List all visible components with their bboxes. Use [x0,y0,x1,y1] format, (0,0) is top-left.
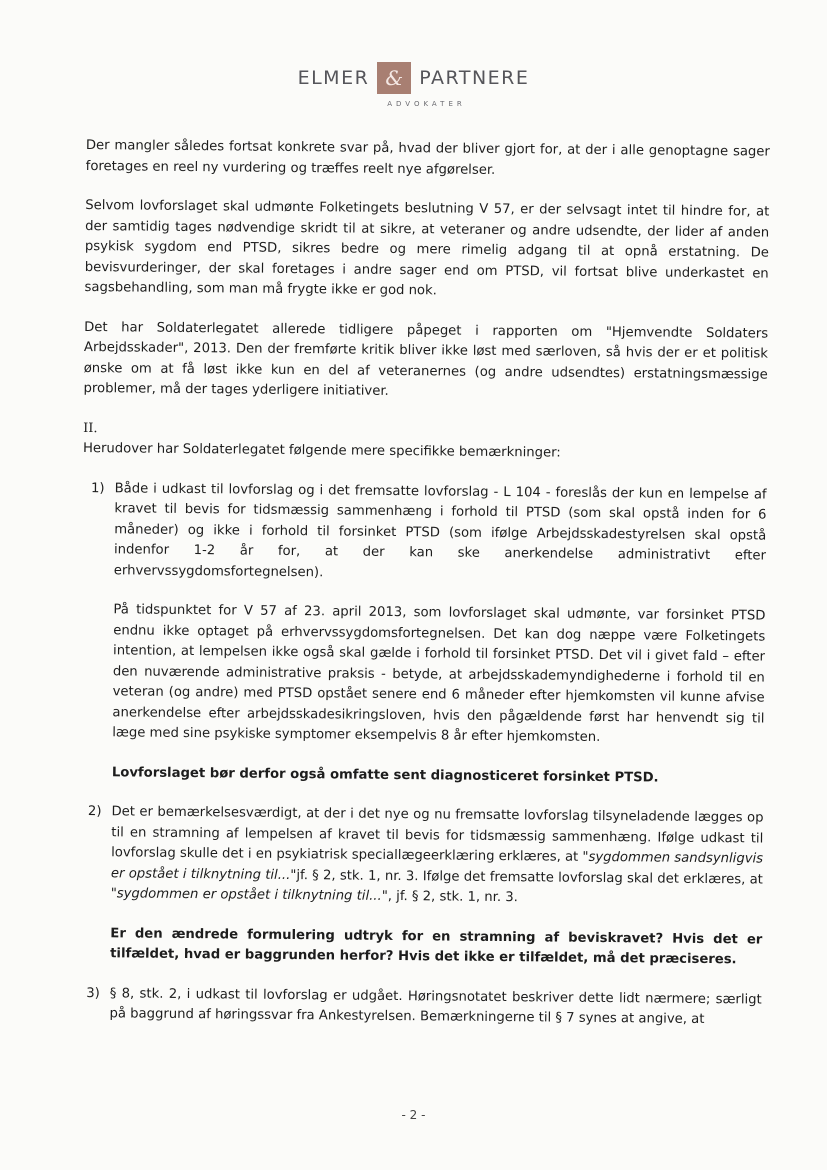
item-2-questions: Er den ændrede formulering udtryk for en stramning af beviskravet? Hvis det er tilfældet, hvad er baggrunden herfor? Hvis det ikke er tilfældet, må det præciseres. [110,925,763,968]
paragraph-2: Selvom lovforslaget skal udmønte Folketingets beslutning V 57, er der selvsagt intet til hindre for, at der samtidig tages nødvendige skridt til at sikre, at veteraner og andre udsendte, der lider af anden psykisk sygdom end PTSD, sikres bedre og mere rimelig adgang til at opnå erstatning. De bevisvurderinger, der skal foretages i andre sager end om PTSD, vil fortsat blive underkastet en sagsbehandling, som man må frygte ikke er god nok. [84,197,770,299]
letter-body [77,136,769,1031]
item-2-quote-2: "sygdommen er opstået i tilknytning til..." [110,886,388,904]
item-2-text-a2: jf. § 2, stk. 1, nr. 3. Ifølge det fremsatte lovforslag skal det erklæres, at [296,867,763,888]
item-1-conclusion: Lovforslaget bør derfor også omfatte sent diagnosticeret forsinket PTSD. [111,764,659,786]
list-item [78,802,764,971]
list-item-number: 2) [87,804,102,820]
item-1-paragraph-b: På tidspunktet for V 57 af 23. april 2013, som lovforslaget skal udmønte, var forsinket PTSD endnu ikke optaget på erhvervssygdomsfortegnelsen. Det kan dog næppe være Folketingets intention, at lempelsen ikke også skal gælde i forhold til forsinket PTSD. Det vil i givet fald – efter den nuværende administrative praksis - betyde, at arbejdsskademyndighederne i forhold til en veteran (og andre) med PTSD opstået senere end 6 måneder efter hjemkomsten vil kunne afvise anerkendelse efter arbejdsskadesikringsloven, hvis den pågældende først har henvendt sig til læge med sine psykiske symptomer eksempelvis 8 år efter hjemkomsten. [112,602,766,745]
list-item-number: 3) [86,985,100,1001]
section-intro: Herudover har Soldaterlegatet følgende mere specifikke bemærkninger: [82,440,561,461]
paragraph-1: Der mangler således fortsat konkrete svar på, hvad der bliver gjort for, at der i alle genoptagne sager foretages en reel ny vurdering og træffes reelt nye afgørelser. [85,137,770,178]
item-3-paragraph: § 8, stk. 2, i udkast til lovforslag er udgået. Høringsnotatet beskriver dette lidt nærmere; særligt på baggrund af høringssvar fra Ankestyrelsen. Bemærkningerne til § 7 synes at angive, at [109,985,762,1027]
item-2-paragraph [111,802,764,911]
logo-word-elmer: ELMER [297,67,370,89]
page-number: - 2 - [401,1108,426,1122]
item-2-quote-1: "sygdommen sandsynligvis er opstået i tilknytning til..." [110,849,764,883]
item-2-text-a3: , jf. § 2, stk. 1, nr. 3. [387,888,518,906]
list-item-number: 1) [91,480,105,496]
logo-subtitle: ADVOKATER [387,100,466,108]
logo-ampersand-box: & [377,62,411,94]
letterhead [0,62,827,108]
paragraph-3: Det har Soldaterlegatet allerede tidligere påpeget i rapporten om "Hjemvendte Soldaters Arbejdsskader", 2013. Den der fremførte kritik bliver ikke løst med særloven, så hvis der er et politisk ønske om at få løst ikke kun en del af veteranernes (og andre udsendtes) erstatningsmæssige problemer, må der tages yderligere initiativer. [83,319,769,399]
list-item [77,983,761,1031]
list-item [80,478,767,789]
logo [0,62,827,94]
remarks-list [77,478,766,1031]
item-1-paragraph-a: Både i udkast til lovforslag og i det fremsatte lovforslag - L 104 - foreslås der kun en lempelse af kravet til bevis for tidsmæssig sammenhæng i forhold til PTSD (som skal opstå inden for 6 måneder) og ikke i forhold til forsinket PTSD (som ifølge Arbejdsskadestyrelsen skal opstå indenfor 1-2 år for, at der kan ske anerkendelse administrativt efter erhvervssygdomsfortegnelsen). [113,480,767,580]
item-2-text-a1: Det er bemærkelsesværdigt, at der i det nye og nu fremsatte lovforslag tilsyneladende lægges op til en stramning af lempelsen af kravet til bevis for tidsmæssig sammenhæng. Ifølge udkast til lovforslag skulle det i en psykiatrisk speciallægeerklæring erklæres, at [111,804,764,865]
logo-word-partnere: PARTNERE [419,67,530,89]
section-number: II. [83,420,98,436]
